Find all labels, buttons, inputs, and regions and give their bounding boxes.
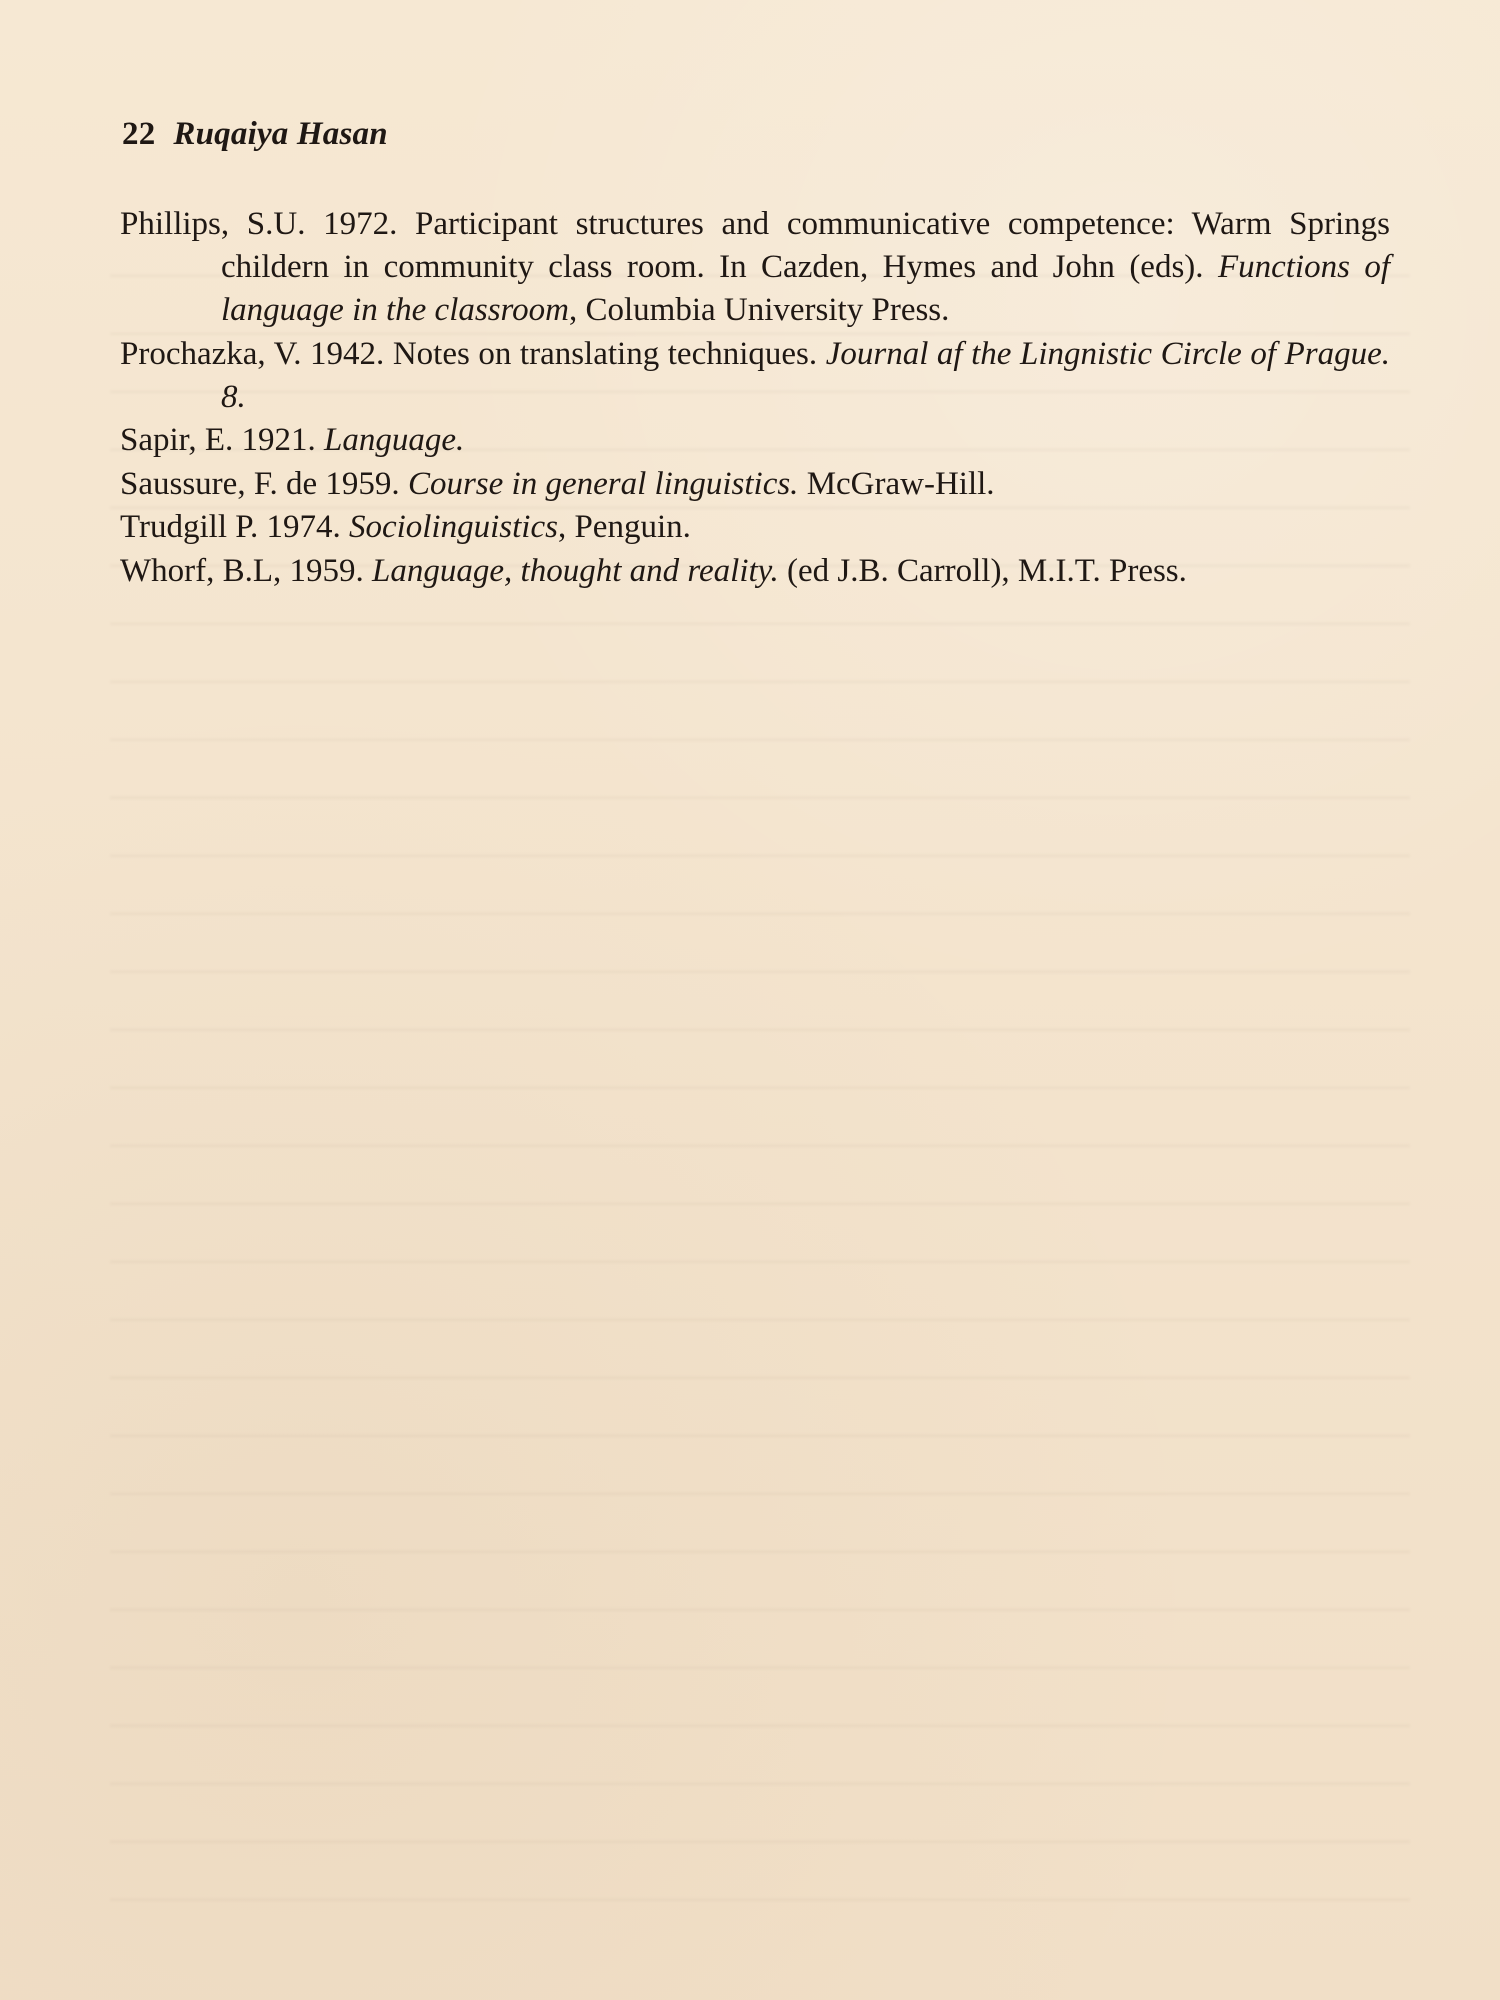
reference-title: Sociolinguistics	[348, 509, 558, 546]
reference-publisher: (ed J.B. Carroll), M.I.T. Press.	[778, 552, 1187, 589]
reference-publisher: , Columbia University Press.	[569, 292, 950, 328]
reference-title: Functions of language in the classroom	[221, 249, 1390, 328]
reference-text: Trudgill P. 1974.	[120, 509, 349, 546]
reference-publisher: McGraw-Hill.	[798, 465, 995, 502]
running-header	[122, 116, 388, 156]
reference-text: Whorf, B.L, 1959.	[120, 552, 373, 589]
reference-entry	[120, 203, 1390, 332]
page-number: 22	[122, 116, 156, 152]
reference-list	[120, 203, 1390, 594]
reference-publisher: , Penguin.	[557, 509, 691, 546]
reference-entry	[120, 419, 1390, 462]
reference-entry	[120, 463, 1390, 506]
reference-title: Language, thought and reality.	[372, 552, 779, 589]
reference-title: Course in general linguistics.	[407, 465, 799, 502]
reference-entry	[120, 550, 1390, 593]
reference-text: Phillips, S.U. 1972. Participant structures and communicative competence: Warm Springs childern in community class room. In Cazden, Hymes and John (eds).	[120, 206, 1390, 285]
reference-text: Saussure, F. de 1959.	[120, 465, 408, 502]
reference-text: Sapir, E. 1921.	[120, 422, 324, 459]
reference-title: Journal af the Lingnistic Circle of Prague. 8.	[221, 335, 1391, 415]
reference-entry	[120, 506, 1390, 549]
reference-entry	[120, 333, 1390, 419]
reference-title: Language.	[324, 422, 465, 459]
reference-text: Prochazka, V. 1942. Notes on translating techniques.	[120, 335, 826, 372]
running-head-author: Ruqaiya Hasan	[173, 116, 388, 152]
